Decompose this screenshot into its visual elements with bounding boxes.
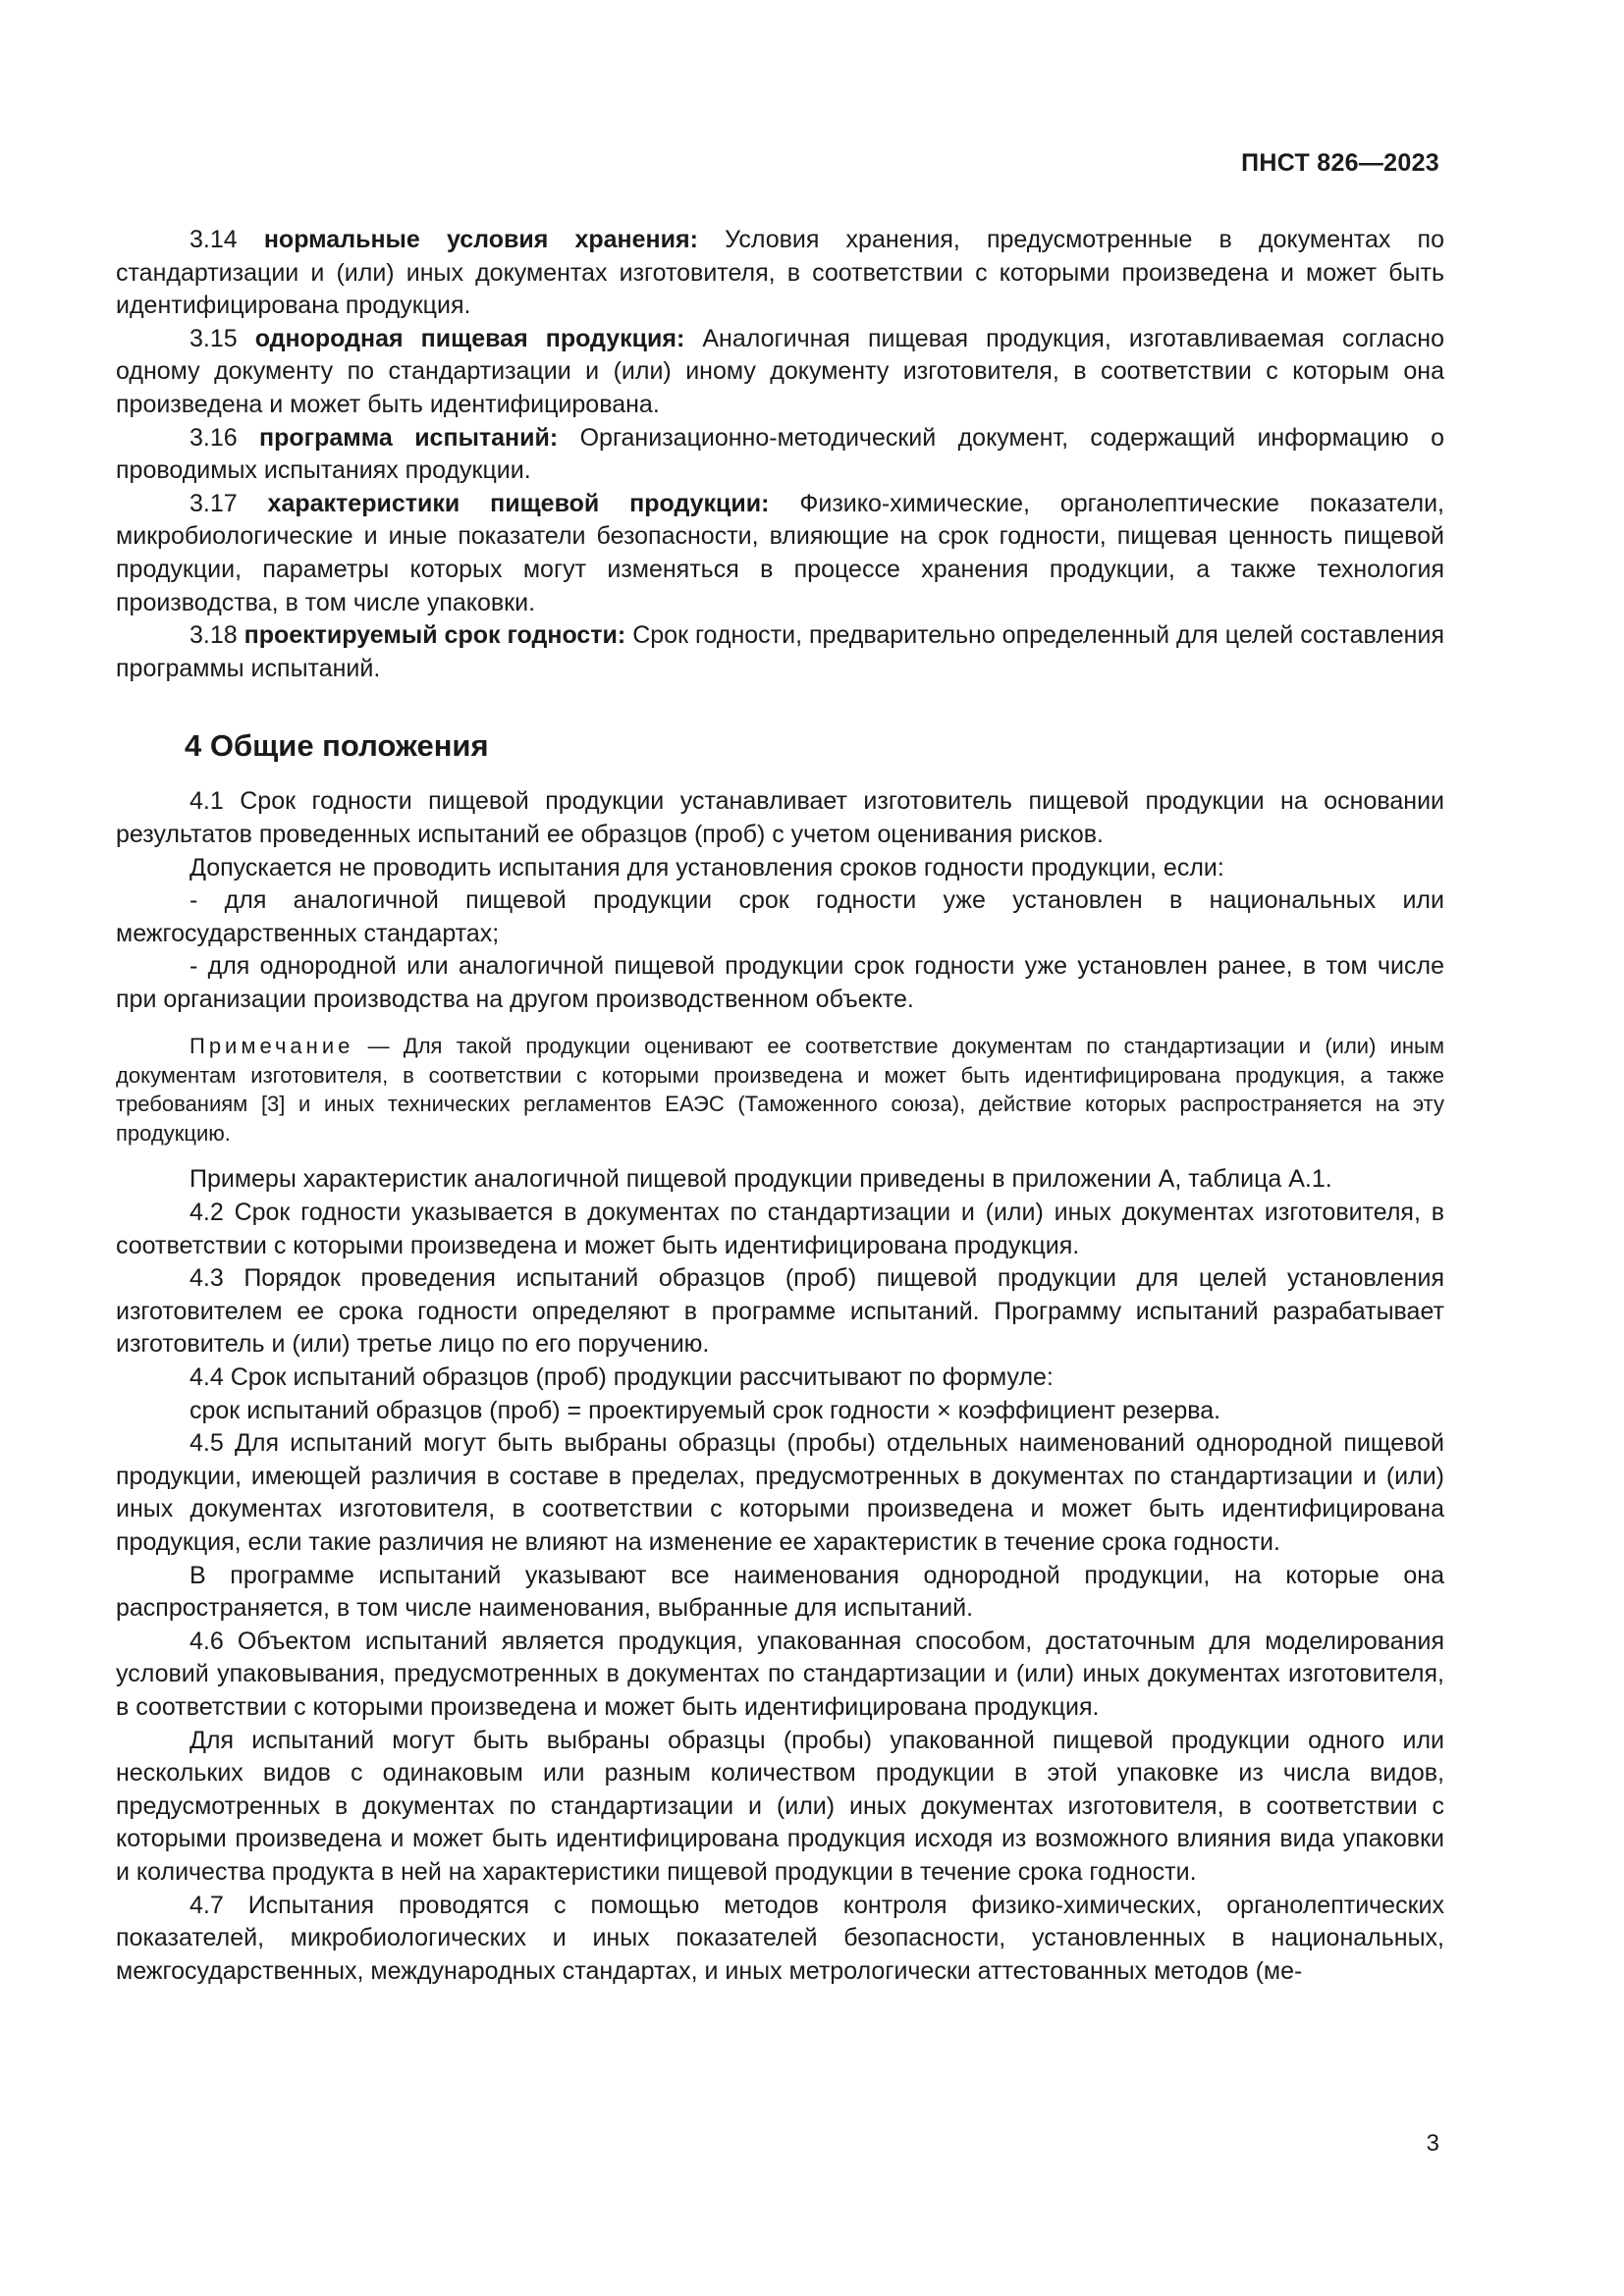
page-number: 3	[1426, 2130, 1439, 2157]
term: однородная пищевая продукция:	[254, 324, 685, 352]
paragraph: В программе испытаний указывают все наименования однородной продукции, на которые она распространяется, в том числе наименования, выбранные для испытаний.	[116, 1561, 1444, 1623]
paragraph-4-1: 4.1 Срок годности пищевой продукции устанавливает изготовитель пищевой продукции на основании результатов проведенных испытаний ее образцов (проб) с учетом оценивания рисков.	[116, 787, 1444, 848]
paragraph-4-3: 4.3 Порядок проведения испытаний образцов (проб) пищевой продукции для целей установления изготовителем ее срока годности определяют в программе испытаний. Программу испытаний разрабатывает изготовитель и (или) третье лицо по его поручению.	[116, 1264, 1444, 1359]
definition-3-15	[116, 323, 1444, 422]
paragraph-4-2: 4.2 Срок годности указывается в документах по стандартизации и (или) иных документах изготовителя, в соответствии с которыми произведена и может быть идентифицирована продукция.	[116, 1199, 1444, 1259]
paragraph: Допускается не проводить испытания для установления сроков годности продукции, если:	[189, 853, 1224, 881]
note-text: — Для такой продукции оценивают ее соответствие документам по стандартизации и (или) иным документам изготовителя, в соответствии с которыми произведена и может быть идентифицирована продукция, а также требованиям [3] и иных технических регламентов ЕАЭС (Таможенного союза), действие которых распространяется на эту продукцию.	[116, 1034, 1444, 1146]
item-number: 3.16	[189, 423, 260, 452]
definition-3-18	[116, 619, 1444, 685]
definition-3-14	[116, 224, 1444, 323]
definition-3-16	[116, 422, 1444, 488]
item-number: 3.14	[189, 226, 264, 253]
term: программа испытаний:	[259, 423, 559, 452]
definition-text: Организационно-методический документ, содержащий информацию о проводимых испытаниях продукции.	[116, 423, 1444, 485]
item-number: 3.17	[189, 489, 268, 517]
term: проектируемый срок годности:	[244, 621, 626, 650]
item-number: 3.15	[189, 324, 255, 352]
definition-text: Физико-химические, органолептические показатели, микробиологические и иные показатели безопасности, влияющие на срок годности, пищевая ценность пищевой продукции, параметры которых могут изменяться в процессе хранения продукции, а также технология производства, в том числе упаковки.	[116, 489, 1444, 616]
definition-text: Срок годности, предварительно определенный для целей составления программы испытаний.	[116, 621, 1444, 682]
term: характеристики пищевой продукции:	[267, 489, 770, 517]
note	[116, 1032, 1444, 1148]
document-code-header: ПНСТ 826—2023	[1241, 149, 1439, 177]
definition-text: Аналогичная пищевая продукция, изготавливаемая согласно одному документу по стандартизации и (или) иному документу изготовителя, в соответствии с которым она произведена и может быть идентифицирована.	[116, 324, 1444, 418]
paragraph: Примеры характеристик аналогичной пищевой продукции приведены в приложении А, таблица А.1.	[189, 1165, 1332, 1194]
definition-text: Условия хранения, предусмотренные в документах по стандартизации и (или) иных документах изготовителя, в соответствии с которыми произведена и может быть идентифицирована продукция.	[116, 226, 1444, 320]
paragraph: Для испытаний могут быть выбраны образцы (пробы) упакованной пищевой продукции одного или нескольких видов с одинаковым или разным количеством продукции в этой упаковке из числа видов, предусмотренных в документах по стандартизации и (или) иных документах изготовителя, в соответствии с которыми произведена и может быть идентифицирована продукция исходя из возможного влияния вида упаковки и количества продукта в ней на характеристики пищевой продукции в течение срока годности.	[116, 1726, 1444, 1886]
note-label: Примечание	[189, 1034, 354, 1059]
paragraph-4-7: 4.7 Испытания проводятся с помощью методов контроля физико-химических, органолептических показателей, микробиологических и иных показателей безопасности, установленных в национальных, межгосударственных, международных стандартах, и иных метрологически аттестованных методов (ме-	[116, 1891, 1444, 1985]
paragraph-4-4: 4.4 Срок испытаний образцов (проб) продукции рассчитывают по формуле:	[189, 1363, 1054, 1392]
formula-line: срок испытаний образцов (проб) = проектируемый срок годности × коэффициент резерва.	[189, 1396, 1221, 1424]
item-number: 3.18	[189, 621, 244, 650]
term: нормальные условия хранения:	[263, 226, 698, 253]
paragraph-4-6: 4.6 Объектом испытаний является продукция, упакованная способом, достаточным для моделирования условий упаковывания, предусмотренных в документах по стандартизации и (или) иных документах изготовителя, в соответствии с которыми произведена и может быть идентифицирована продукция.	[116, 1627, 1444, 1721]
paragraph-4-5: 4.5 Для испытаний могут быть выбраны образцы (пробы) отдельных наименований однородной пищевой продукции, имеющей различия в составе в пределах, предусмотренных в документах по стандартизации и (или) иных документах изготовителя, в соответствии с которыми произведена и может быть идентифицирована продукция, если такие различия не влияют на изменение ее характеристик в течение срока годности.	[116, 1429, 1444, 1556]
section-title: 4 Общие положения	[185, 728, 489, 764]
definition-3-17	[116, 488, 1444, 619]
list-item: - для однородной или аналогичной пищевой продукции срок годности уже установлен ранее, в том числе при организации производства на другом производственном объекте.	[116, 952, 1444, 1013]
document-body	[116, 224, 1444, 1988]
list-item: - для аналогичной пищевой продукции срок годности уже установлен в национальных или межгосударственных стандартах;	[116, 886, 1444, 947]
